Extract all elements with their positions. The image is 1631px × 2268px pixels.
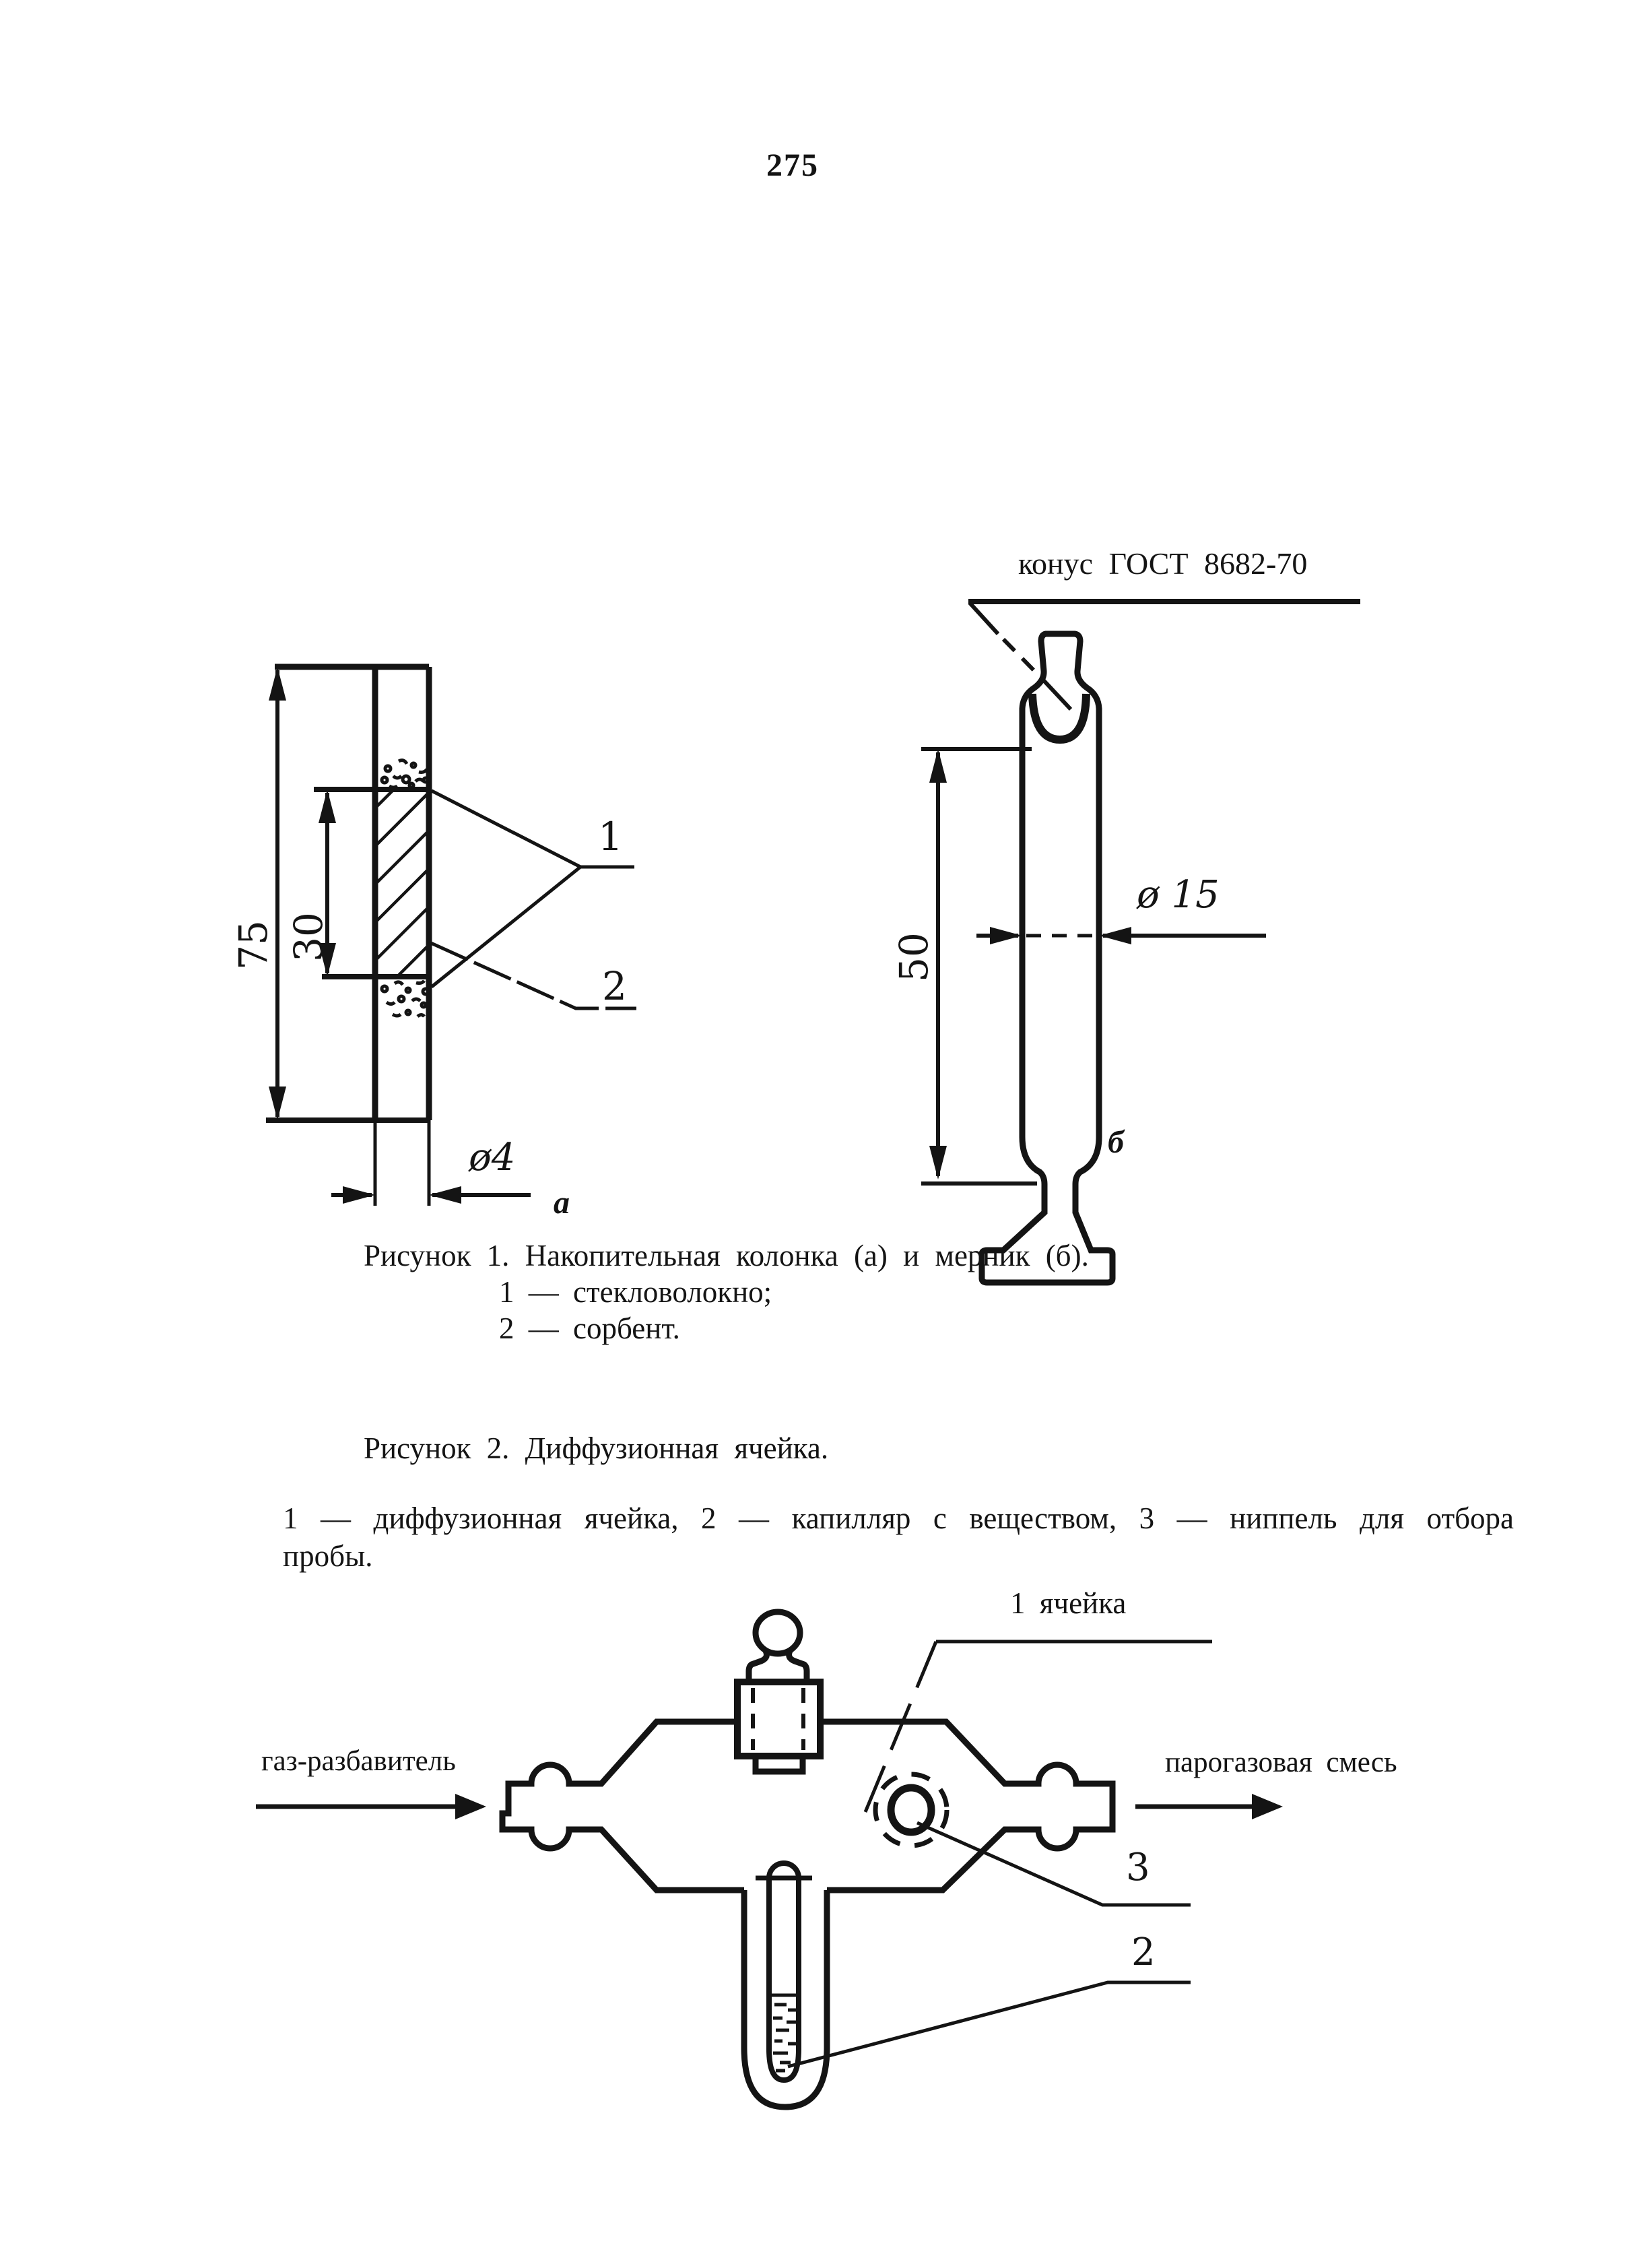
cell-body <box>502 1722 1112 1890</box>
flow-arrow-in <box>256 1794 486 1819</box>
measuring-vessel <box>921 602 1360 1283</box>
cone-note: конус ГОСТ 8682-70 <box>1018 546 1308 581</box>
figure2-caption: Рисунок 2. Диффузионная ячейка. <box>364 1431 829 1465</box>
fig2-callout-3: 3 <box>1126 1846 1150 1889</box>
dim-30-label: 30 <box>286 912 331 962</box>
capillary-well <box>744 1863 827 2107</box>
figure2-legend-line2: пробы. <box>283 1539 373 1573</box>
dim-dia15-label: ø 15 <box>1137 873 1220 917</box>
figure1-caption: Рисунок 1. Накопительная колонка (а) и мерник (б). <box>364 1239 1089 1272</box>
dim-75-label: 75 <box>230 920 276 970</box>
dim-50-label: 50 <box>891 932 937 982</box>
figure2-legend-line1: 1 — диффузионная ячейка, 2 — капилляр с веществом, 3 — ниппель для отбора <box>283 1501 1514 1535</box>
fig1-callout-1: 1 <box>598 814 623 860</box>
flow-arrow-out <box>1135 1794 1283 1819</box>
fig1-callout-2: 2 <box>602 963 627 1009</box>
page-number: 275 <box>766 148 819 183</box>
gas-out-label: парогазовая смесь <box>1165 1747 1397 1778</box>
capillary-liquid <box>773 2005 796 2071</box>
cell-label: 1 ячейка <box>1010 1586 1127 1620</box>
nipple <box>875 1774 947 1846</box>
stopper <box>737 1612 820 1772</box>
fig2-callout-2: 2 <box>1131 1931 1156 1974</box>
part-b-label: б <box>1108 1124 1124 1160</box>
sorbent-hatch <box>378 792 428 975</box>
figure1-legend-1: 1 — стекловолокно; <box>499 1275 772 1309</box>
gas-in-label: газ-разбавитель <box>261 1745 456 1777</box>
glass-wool-bottom <box>382 981 428 1016</box>
glass-wool-top <box>382 760 428 787</box>
dim-dia4-label: ø4 <box>469 1136 516 1179</box>
part-a-label: а <box>554 1185 570 1221</box>
figure1-legend-2: 2 — сорбент. <box>499 1311 680 1345</box>
dim-75 <box>269 667 286 1120</box>
